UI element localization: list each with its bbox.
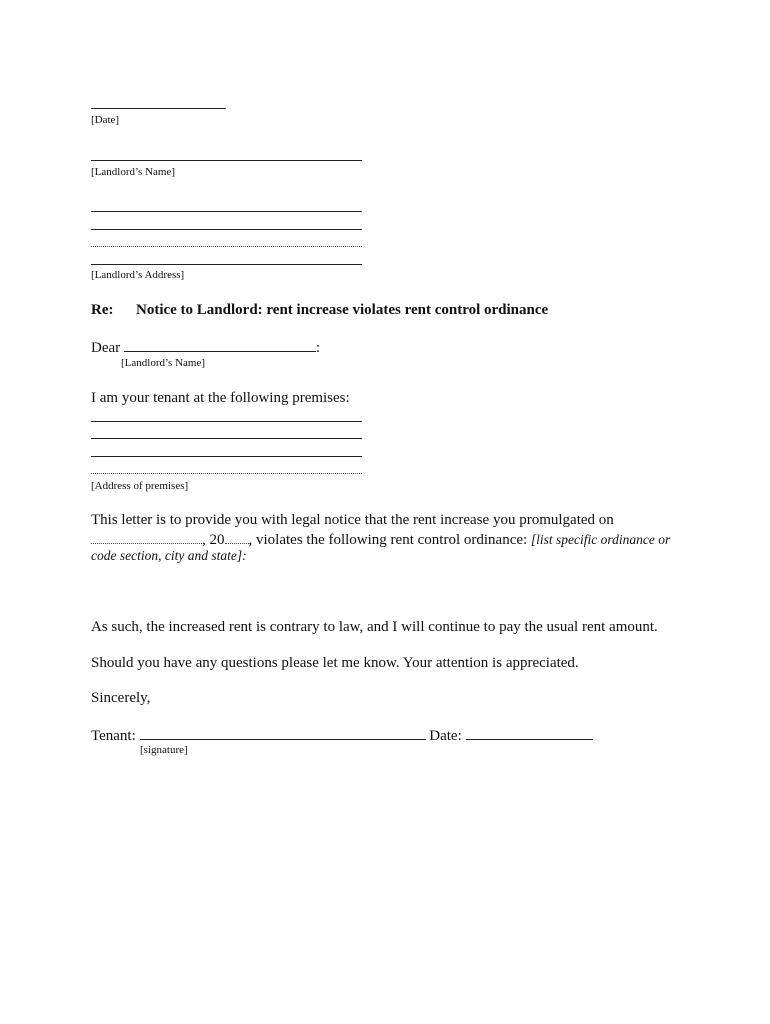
notice-line-1: This letter is to provide you with legal notice that the rent increase you promulgated on xyxy=(91,512,614,528)
year-blank[interactable] xyxy=(225,529,249,544)
premises-line-3[interactable] xyxy=(91,456,362,457)
dear-text: Dear xyxy=(91,340,121,356)
premises-line-2[interactable] xyxy=(91,438,362,439)
salutation-line xyxy=(91,337,320,357)
premises-intro: I am your tenant at the following premises: xyxy=(91,390,350,406)
notice-line-2 xyxy=(91,529,670,549)
signature-label: [signature] xyxy=(140,744,188,756)
questions-paragraph: Should you have any questions please let me know. Your attention is appreciated. xyxy=(91,655,579,671)
as-such-paragraph: As such, the increased rent is contrary to law, and I will continue to pay the usual rent amount. xyxy=(91,619,658,635)
sincerely-text: Sincerely, xyxy=(91,690,151,706)
tenant-label: Tenant: xyxy=(91,728,136,744)
date-label: [Date] xyxy=(91,114,120,126)
landlord-name-line[interactable] xyxy=(91,160,362,161)
landlord-address-line-4[interactable] xyxy=(91,264,362,265)
landlord-address-line-2[interactable] xyxy=(91,229,362,230)
year-prefix: , 20 xyxy=(202,532,225,548)
subject-title: Notice to Landlord: rent increase violates rent control ordinance xyxy=(136,302,549,318)
landlord-name-label: [Landlord’s Name] xyxy=(91,166,175,178)
premises-line-4[interactable] xyxy=(91,473,362,474)
salutation-name-label: [Landlord’s Name] xyxy=(121,357,205,369)
premises-label: [Address of premises] xyxy=(91,480,189,492)
re-label: Re: xyxy=(91,302,114,318)
salutation-name-blank[interactable] xyxy=(124,337,316,352)
premises-line-1[interactable] xyxy=(91,421,362,422)
date-line[interactable] xyxy=(91,108,226,109)
notice-mid-text: , violates the following rent control ordinance: xyxy=(248,532,531,548)
tenant-signature-blank[interactable] xyxy=(140,725,426,740)
signature-date-blank[interactable] xyxy=(466,725,593,740)
landlord-address-line-3[interactable] xyxy=(91,246,362,247)
signature-line xyxy=(91,725,593,745)
notice-line-3: code section, city and state]: xyxy=(91,548,247,563)
salutation-colon: : xyxy=(315,340,321,356)
signature-date-label: Date: xyxy=(429,728,462,744)
landlord-address-line-1[interactable] xyxy=(91,211,362,212)
promulgated-date-blank[interactable] xyxy=(91,529,202,544)
landlord-address-label: [Landlord’s Address] xyxy=(91,269,185,281)
ordinance-placeholder: [list specific ordinance or xyxy=(530,532,671,547)
